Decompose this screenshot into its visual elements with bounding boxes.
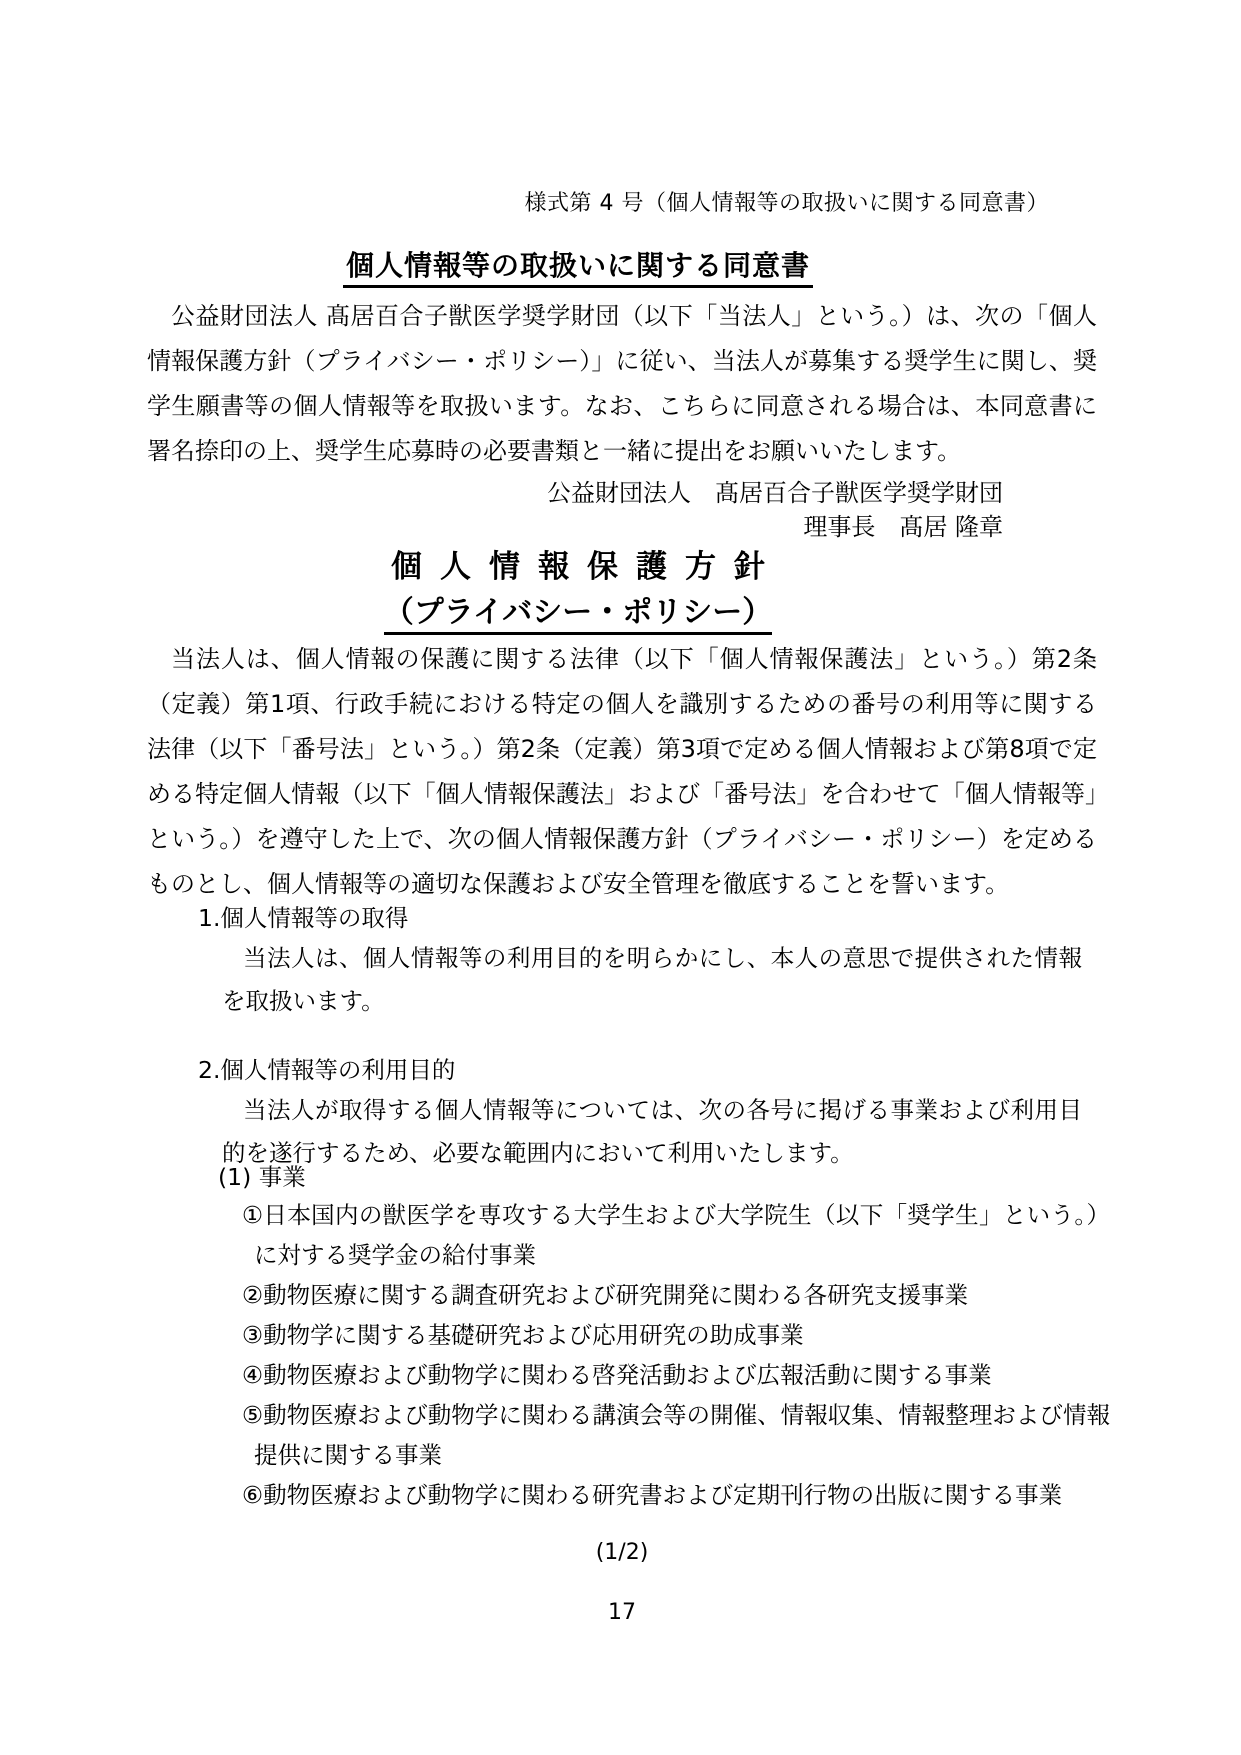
sheet-indicator: (1/2) [595,1540,649,1565]
section-2-heading: 2.個人情報等の利用目的 [198,1056,456,1084]
section-1-heading: 1.個人情報等の取得 [198,904,409,932]
policy-heading-text: 個人情報保護方針 [391,549,783,585]
business-item-3: ③動物学に関する基礎研究および応用研究の助成事業 [242,1321,804,1349]
document-title-text: 個人情報等の取扱いに関する同意書 [343,249,813,288]
signature-president: 理事長 髙居 隆章 [803,513,1003,541]
policy-subheading [147,593,1009,637]
signature-org: 公益財団法人 髙居百合子獣医学奨学財団 [547,479,1003,507]
document-title [147,246,1009,290]
business-item-5: ⑤動物医療および動物学に関わる講演会等の開催、情報収集、情報整理および情報提供に関する事業 [242,1401,1110,1469]
policy-body-paragraph: 当法人は、個人情報の保護に関する法律（以下「個人情報保護法」という。）第2条（定義）第1項、行政手続における特定の個人を識別するための番号の利用等に関する法律（以下「番号法」という。）第2条（定義）第3項で定める個人情報および第8項で定める特定個人情報（以下「個人情報保護法」および「番号法」を合わせて「個人情報等」という。）を遵守した上で、次の個人情報保護方針（プライバシー・ポリシー）を定めるものとし、個人情報等の適切な保護および安全管理を徹底することを誓います。 [147,645,1097,898]
document-content [147,0,1110,1629]
section-1-body: 当法人は、個人情報等の利用目的を明らかにし、本人の意思で提供された情報を取扱います。 [222,944,1082,1015]
business-item-4: ④動物医療および動物学に関わる啓発活動および広報活動に関する事業 [242,1361,992,1389]
policy-heading [147,546,1009,593]
business-item-1: ①日本国内の獣医学を専攻する大学生および大学院生（以下「奨学生」という。）に対する奨学金の給付事業 [242,1201,1110,1269]
intro-paragraph: 公益財団法人 髙居百合子獣医学奨学財団（以下「当法人」という。）は、次の「個人情報保護方針（プライバシー・ポリシー）」に従い、当法人が募集する奨学生に関し、奨学生願書等の個人情報等を取扱います。なお、こちらに同意される場合は、本同意書に署名捺印の上、奨学生応募時の必要書類と一緒に提出をお願いいたします。 [147,302,1097,465]
business-item-2: ②動物医療に関する調査研究および研究開発に関わる各研究支援事業 [242,1281,969,1309]
section-2-body: 当法人が取得する個人情報等については、次の各号に掲げる事業および利用目的を遂行するため、必要な範囲内において利用いたします。 [222,1096,1082,1167]
subsection-label: (1) 事業 [218,1163,306,1191]
policy-subheading-text: （プライバシー・ポリシー） [384,595,773,635]
form-number-line: 様式第 4 号（個人情報等の取扱いに関する同意書） [524,191,1049,216]
business-items-list [242,1195,1110,1515]
page-number: 17 [608,1600,636,1625]
business-item-6: ⑥動物医療および動物学に関わる研究書および定期刊行物の出版に関する事業 [242,1481,1063,1509]
